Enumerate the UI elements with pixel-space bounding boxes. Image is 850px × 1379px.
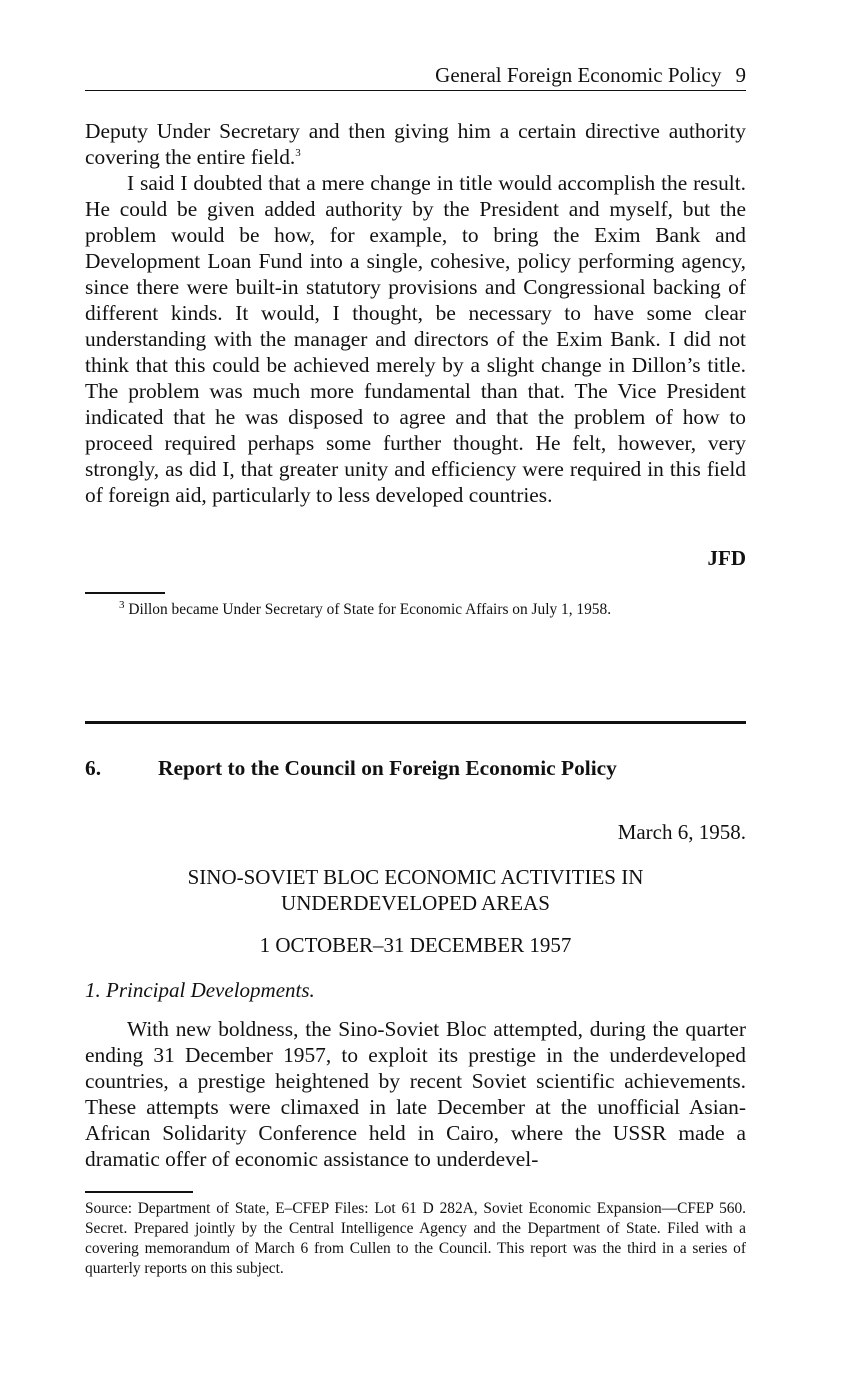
report-title-line-1: SINO-SOVIET BLOC ECONOMIC ACTIVITIES IN [187,865,644,889]
report-body [85,1016,746,1172]
report-paragraph-1: With new boldness, the Sino-Soviet Bloc attempted, during the quarter ending 31 December 1957, to exploit its prestige in the underdeveloped countries, a prestige heightened by recent Soviet scientific achievements. These attempts were climaxed in late December at the unofficial Asian-African Solidarity Conference held in Cairo, where the USSR made a dramatic offer of economic assistance to underdevel- [85,1017,746,1171]
source-note: Source: Department of State, E–CFEP Files: Lot 61 D 282A, Soviet Economic Expansion—CFEP 560. Secret. Prepared jointly by the Central Intelligence Agency and the Department of State. Filed with a covering memorandum of March 6 from Cullen to the Council. This report was the third in a series of quarterly reports on this subject. [85,1200,746,1277]
footnote-reference: 3 [295,146,301,159]
document-heading [85,756,746,781]
report-title [85,864,746,916]
document-date: March 6, 1958. [617,820,746,844]
running-head [85,62,746,91]
report-title-line-2: UNDERDEVELOPED AREAS [281,891,550,915]
report-period: 1 OCTOBER–31 DECEMBER 1957 [259,933,572,957]
signature-initials: JFD [707,546,746,570]
paragraph-continuation [85,118,746,170]
source-note-rule [85,1191,193,1193]
document-title: Report to the Council on Foreign Economic Policy [158,756,617,780]
document-number: 6. [85,756,102,780]
footnote-3-text: Dillon became Under Secretary of State for Economic Affairs on July 1, 1958. [128,601,612,618]
running-head-title: General Foreign Economic Policy [435,63,722,87]
footnote-marker: 3 [119,598,125,611]
body-text [85,118,746,508]
page-number: 9 [735,63,746,87]
paragraph-1-text: Deputy Under Secretary and then giving him a certain directive authority covering the entire field. [85,119,746,169]
paragraph-2: I said I doubted that a mere change in title would accomplish the result. He could be given added authority by the President and myself, but the problem would be how, for example, to bring the Exim Bank and Development Loan Fund into a single, cohesive, policy performing agency, since there were built-in statutory provisions and Congressional backing of different kinds. It would, I thought, be necessary to have some clear understanding with the manager and directors of the Exim Bank. I did not think that this could be achieved merely by a slight change in Dillon’s title. The problem was much more fundamental than that. The Vice President indicated that he was disposed to agree and that the problem of how to proceed required perhaps some further thought. He felt, however, very strongly, as did I, that greater unity and efficiency were required in this field of foreign aid, particularly to less developed countries. [85,171,746,507]
footnote-3 [85,600,746,620]
section-divider [85,721,746,724]
section-subheading: 1. Principal Developments. [85,978,315,1002]
footnote-rule [85,592,165,594]
